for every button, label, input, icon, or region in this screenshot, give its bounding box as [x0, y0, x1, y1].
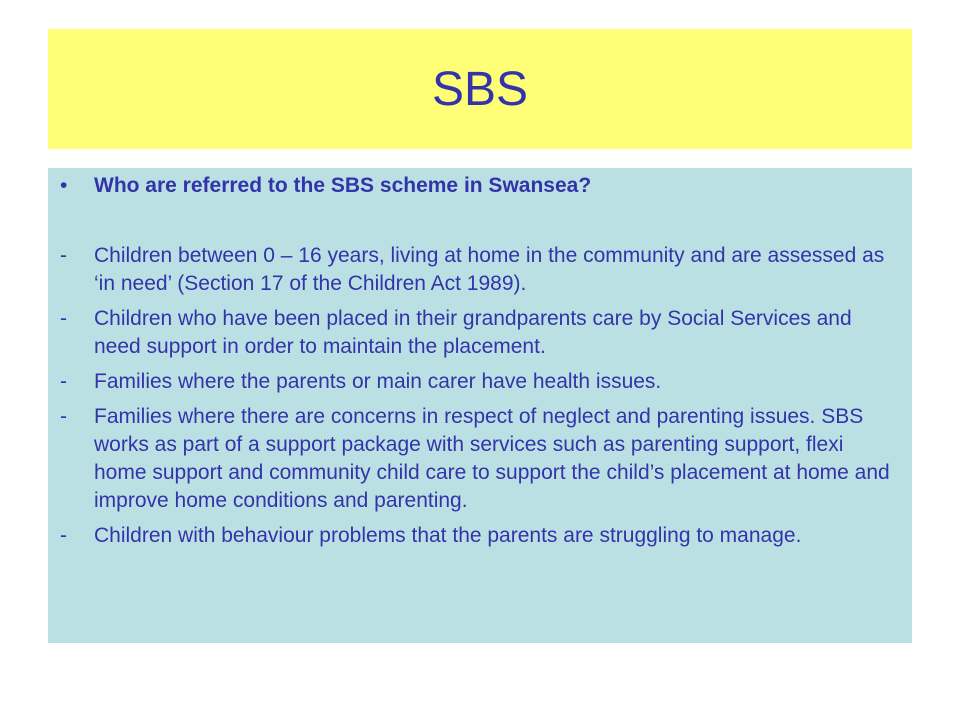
- lead-question-text: Who are referred to the SBS scheme in Swansea?: [94, 174, 592, 197]
- list-item: [60, 242, 900, 298]
- list-item: [60, 305, 900, 361]
- list-item-text: Families where the parents or main carer have health issues.: [94, 370, 662, 393]
- list-item: [60, 403, 900, 515]
- bullet-icon: •: [60, 174, 68, 197]
- list-item-text: Children with behaviour problems that the parents are struggling to manage.: [94, 524, 802, 547]
- lead-question: [60, 172, 900, 200]
- slide-title: SBS: [431, 62, 529, 116]
- list-item-text: Children between 0 – 16 years, living at home in the community and are assessed as ‘in need’ (Section 17 of the Children Act 1989).: [94, 244, 885, 295]
- list-item-text: Children who have been placed in their grandparents care by Social Services and need support in order to maintain the placement.: [94, 307, 852, 358]
- dash-marker: -: [60, 307, 67, 330]
- dash-marker: -: [60, 244, 67, 267]
- list-item: [60, 368, 900, 396]
- dash-marker: -: [60, 524, 67, 547]
- list-item: [60, 522, 900, 550]
- dash-marker: -: [60, 370, 67, 393]
- dash-marker: -: [60, 405, 67, 428]
- list-item-text: Families where there are concerns in respect of neglect and parenting issues. SBS works as part of a support package with services such as parenting support, flexi home support and community child care to support the child’s placement at home and improve home conditions and parenting.: [94, 405, 890, 512]
- title-banner: [48, 29, 912, 149]
- referral-list: [60, 242, 900, 557]
